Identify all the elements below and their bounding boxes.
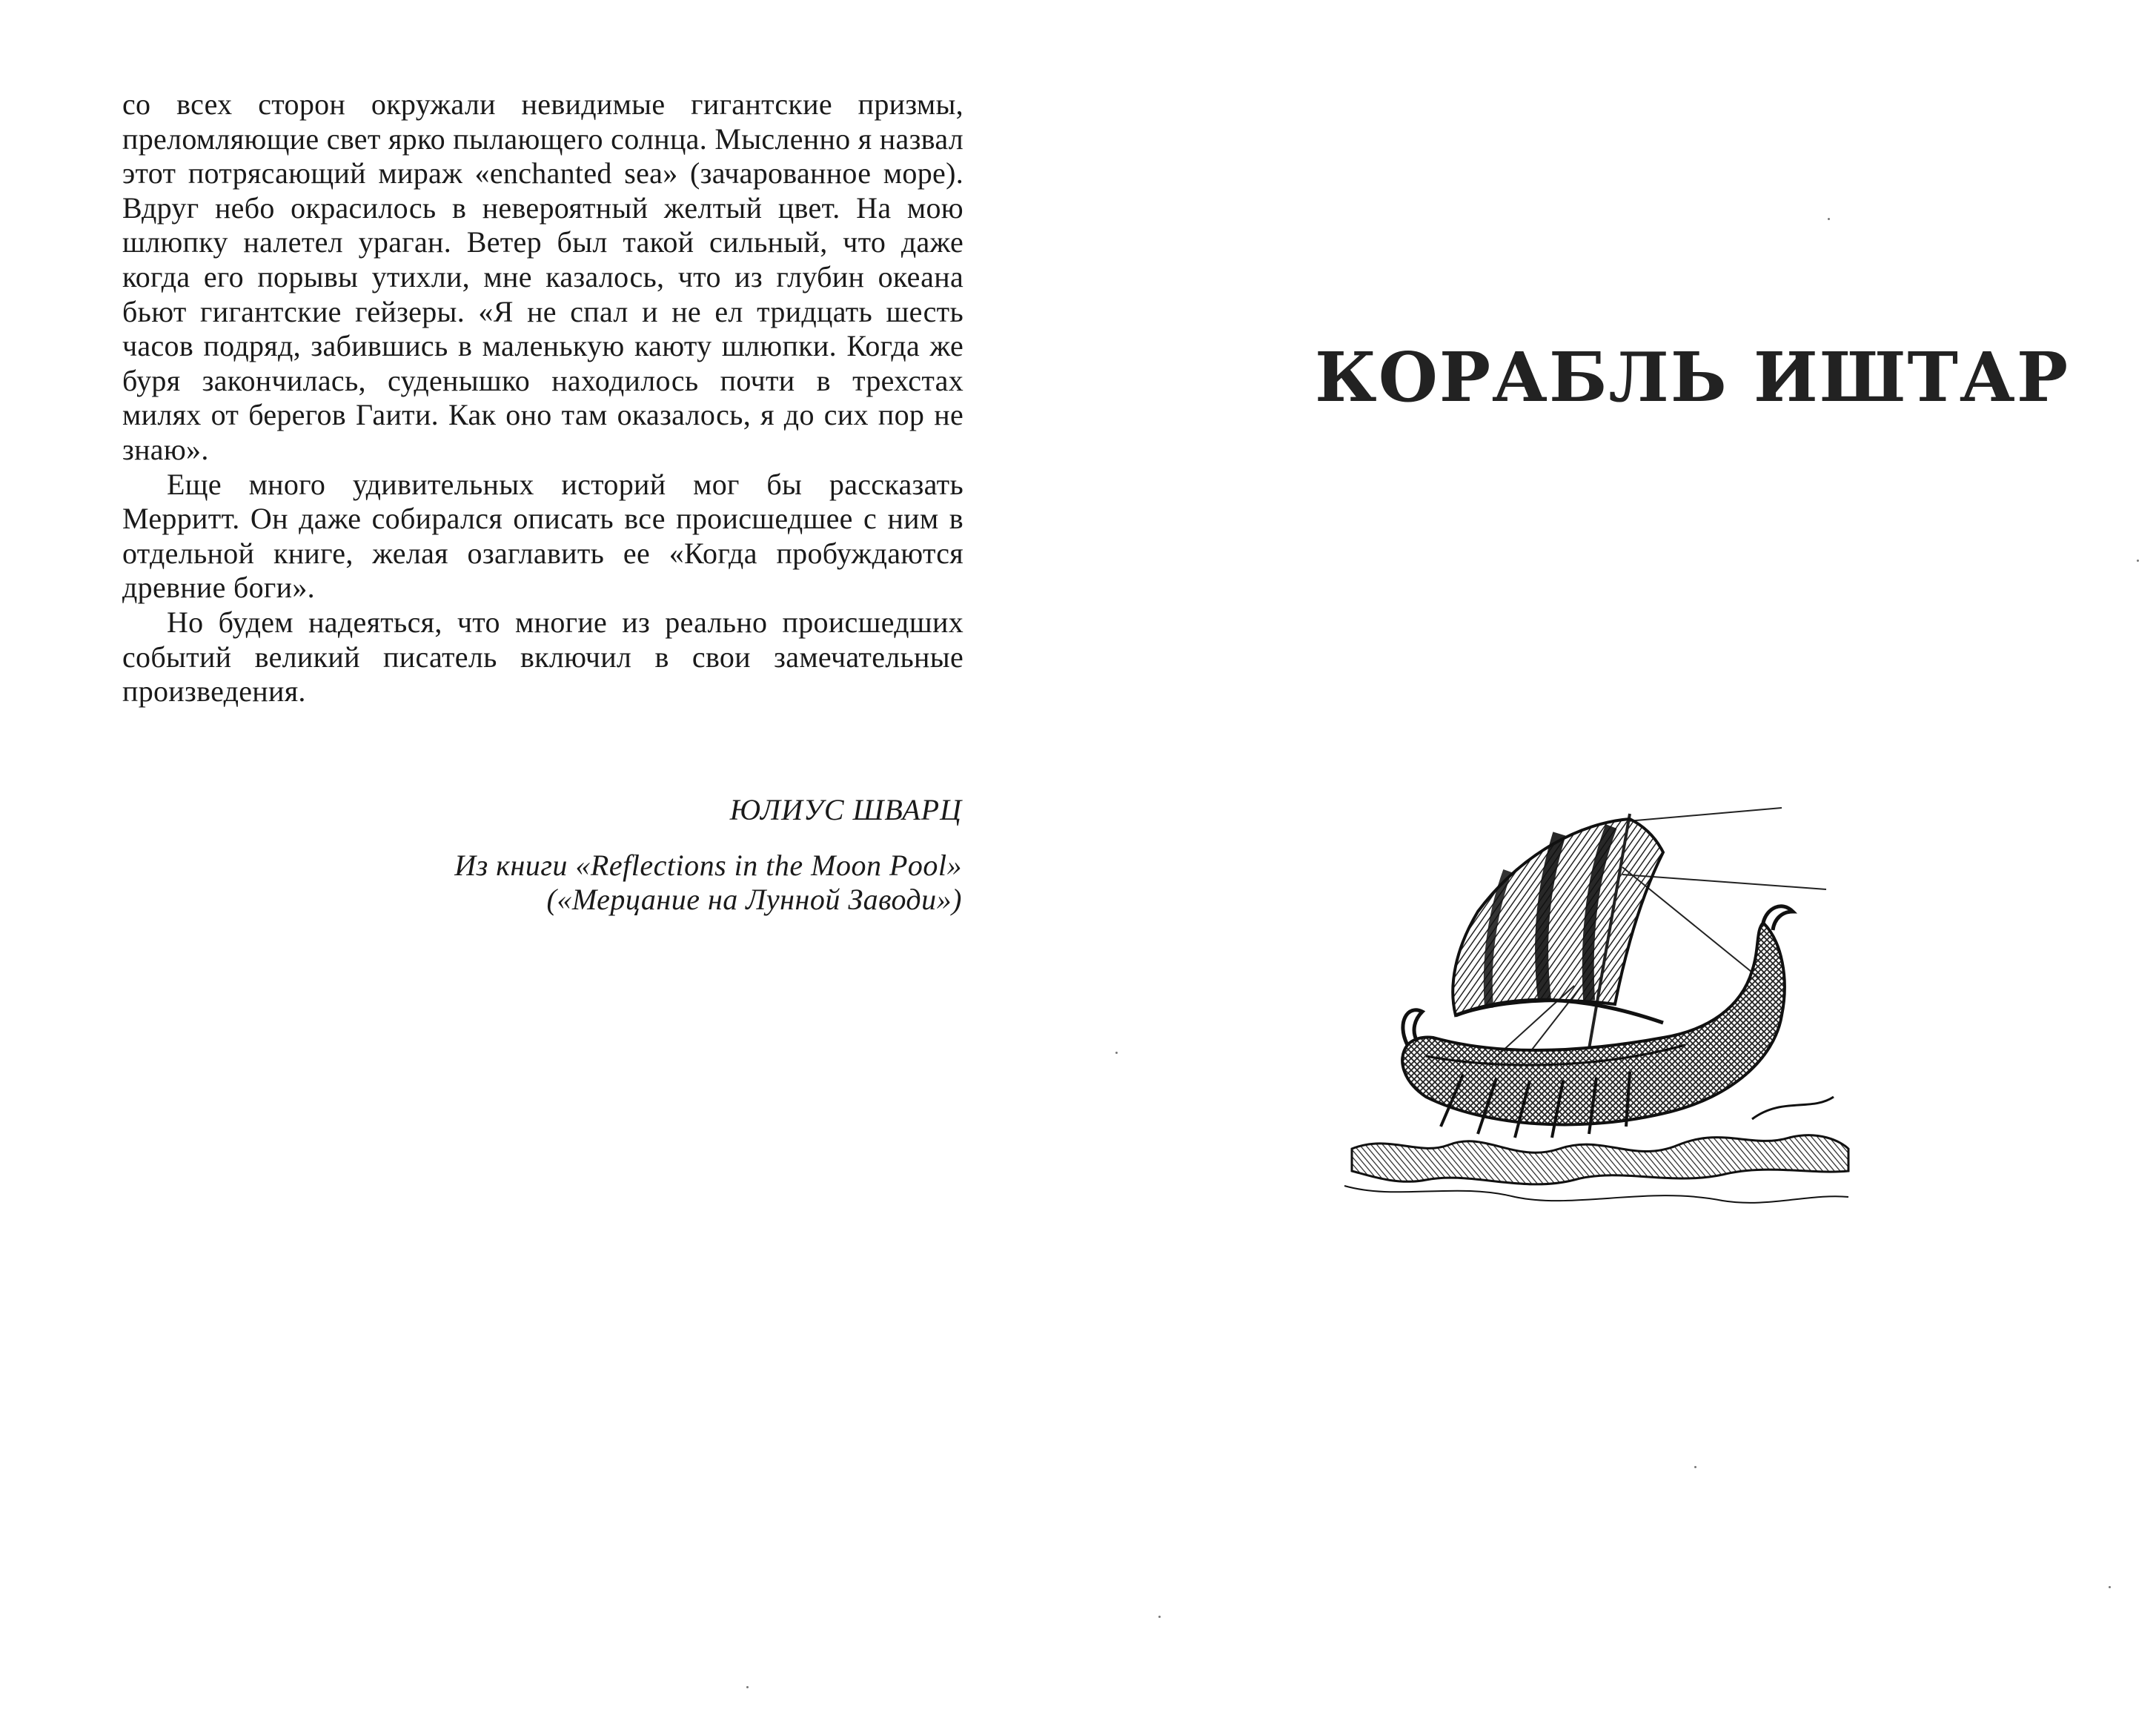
author-signature: ЮЛИУС ШВАРЦ (729, 793, 962, 826)
scan-speck (1694, 1466, 1696, 1468)
body-text (122, 87, 963, 709)
scan-speck (1828, 218, 1830, 220)
scan-speck (1115, 1052, 1118, 1054)
scan-speck (746, 1686, 749, 1688)
paragraph-3: Но будем надеяться, что многие из реально происшедших событий великий писатель включил в свои замечательные произведения. (122, 605, 963, 709)
ship-illustration (1337, 800, 1856, 1215)
right-page (1078, 0, 2156, 1735)
source-citation (454, 849, 962, 917)
waves (1352, 1135, 1848, 1184)
scan-speck (2109, 1586, 2111, 1588)
scan-speck (2137, 560, 2139, 562)
book-title: КОРАБЛЬ ИШТАР (1315, 337, 2070, 417)
source-line-2: («Мерцание на Лунной Заводи») (546, 883, 962, 916)
source-line-1: Из книги «Reflections in the Moon Pool» (454, 849, 962, 882)
paragraph-2: Еще много удивительных историй мог бы рассказать Мерритт. Он даже собирался описать все происшедшее с ним в отдельной книге, желая озаглавить ее «Когда пробуждаются древние боги». (122, 467, 963, 605)
paragraph-1: со всех сторон окружали невидимые гигантские призмы, преломляющие свет ярко пылающего солнца. Мысленно я назвал этот потрясающий мираж «enchanted sea» (зачарованное море). Вдруг небо окрасилось в невероятный желтый цвет. На мою шлюпку налетел ураган. Ветер был такой сильный, что даже когда его порывы утихли, мне казалось, что из глубин океана бьют гигантские гейзеры. «Я не спал и не ел тридцать шесть часов подряд, забившись в маленькую каюту шлюпки. Когда же буря закончилась, суденышко находилось почти в трехстах милях от берегов Гаити. Как оно там оказалось, я до сих пор не знаю». (122, 87, 963, 466)
scan-speck (1158, 1616, 1161, 1618)
